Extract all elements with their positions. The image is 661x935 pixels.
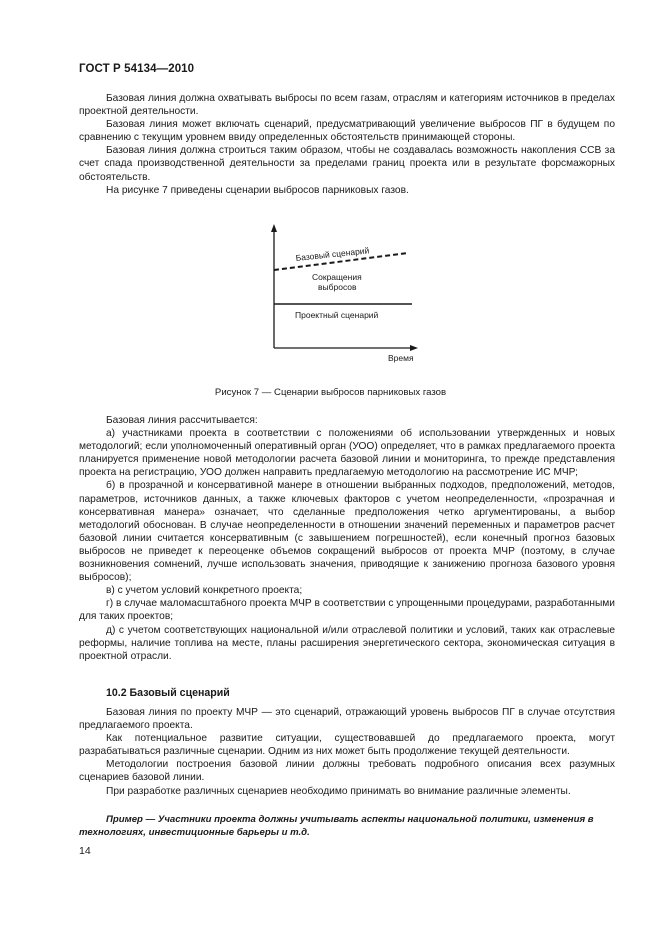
time-axis-label: Время (388, 353, 414, 363)
reduction-label-line1: Сокращения (312, 272, 362, 282)
document-header: ГОСТ Р 54134—2010 (79, 63, 195, 75)
list-item: б) в прозрачной и консервативной манере в отношении выбранных подходов, предположений, методов, параметров, источников данных, а также ключевых факторов с учетом неопределенности, «прозрачная и консервативная манера» означает, что сделанные предположения четко аргументированы, а выбор методологий обоснован. В случае неопределенности в отношении значений переменных и параметров расчет базовой линии считается консервативным (с завышением погрешностей), если конечный прогноз базовых выбросов не приведет к переоценке объемов сокращений выбросов от проекта МЧР (поэтому, в случае возникновения сомнений, лучше использовать значения, приводящие к занижению прогноза базового уровня выбросов); (79, 480, 615, 584)
emission-scenarios-figure (262, 216, 432, 366)
paragraph: Базовая линия может включать сценарий, предусматривающий увеличение выбросов ПГ в будущем по сравнению с текущим уровнем ввиду определенных обстоятельств принимающей стороны. (79, 119, 615, 144)
list-item: в) с учетом условий конкретного проекта; (106, 585, 303, 597)
paragraph: Базовая линия должна строиться таким образом, чтобы не создавалась возможность накопления ССВ за счет спада производственной деятельности за пределами границ проекта или в результате форсмажорных обстоятельств. (79, 145, 615, 183)
project-scenario-label: Проектный сценарий (295, 310, 379, 320)
figure-caption: Рисунок 7 — Сценарии выбросов парниковых газов (214, 387, 447, 398)
paragraph: На рисунке 7 приведены сценарии выбросов парниковых газов. (106, 184, 409, 196)
paragraph: При разработке различных сценариев необходимо принимать во внимание различные элементы. (106, 785, 571, 797)
paragraph: Базовая линия по проекту МЧР — это сценарий, отражающий уровень выбросов ПГ в случае отсутствия предлагаемого проекта. (79, 707, 615, 732)
list-item: г) в случае маломасштабного проекта МЧР в соответствии с упрощенными процедурами, разработанными для таких проектов; (79, 598, 615, 623)
y-axis-arrow (271, 224, 277, 232)
paragraph: Как потенциальное развитие ситуации, существовавшей до предлагаемого проекта, могут разрабатываться различные сценарии. Одним из них может быть продолжение текущей деятельности. (79, 733, 615, 758)
example-note: Пример — Участники проекта должны учитывать аспекты национальной политики, изменения в технологиях, инвестиционные барьеры и т.д. (79, 814, 594, 838)
calculation-list (79, 414, 615, 663)
section-body (79, 706, 615, 798)
reduction-label-line2: выбросов (318, 282, 357, 292)
page-number: 14 (79, 845, 91, 857)
list-item: а) участниками проекта в соответствии с положениями об использовании утвержденных и новых методологий; если уполномоченный оперативный орган (УОО) определяет, что в рамках предлагаемого проекта планируется применение новой методологии расчета базовой линии и мониторинга, то прежде представления проекта на регистрацию, УОО должен направить предлагаемую методологию на рассмотрение ИС МЧР; (79, 428, 615, 479)
x-axis-arrow (410, 345, 418, 351)
section-heading: 10.2 Базовый сценарий (106, 687, 230, 699)
paragraph: Методологии построения базовой линии должны требовать подробного описания всех разумных сценариев базовой линии. (79, 759, 615, 784)
paragraph: Базовая линия должна охватывать выбросы по всем газам, отраслям и категориям источников в пределах проектной деятельности. (79, 93, 615, 118)
intro-text (79, 92, 615, 197)
list-item: д) с учетом соответствующих национальной и/или отраслевой политики и условий, таких как отраслевые реформы, наличие топлива на месте, планы расширения энергетического сектора, экономическая ситуация в проектной отрасли. (79, 624, 615, 662)
baseline-scenario-label: Базовый сценарий (295, 245, 370, 263)
paragraph: Базовая линия рассчитывается: (106, 415, 258, 426)
